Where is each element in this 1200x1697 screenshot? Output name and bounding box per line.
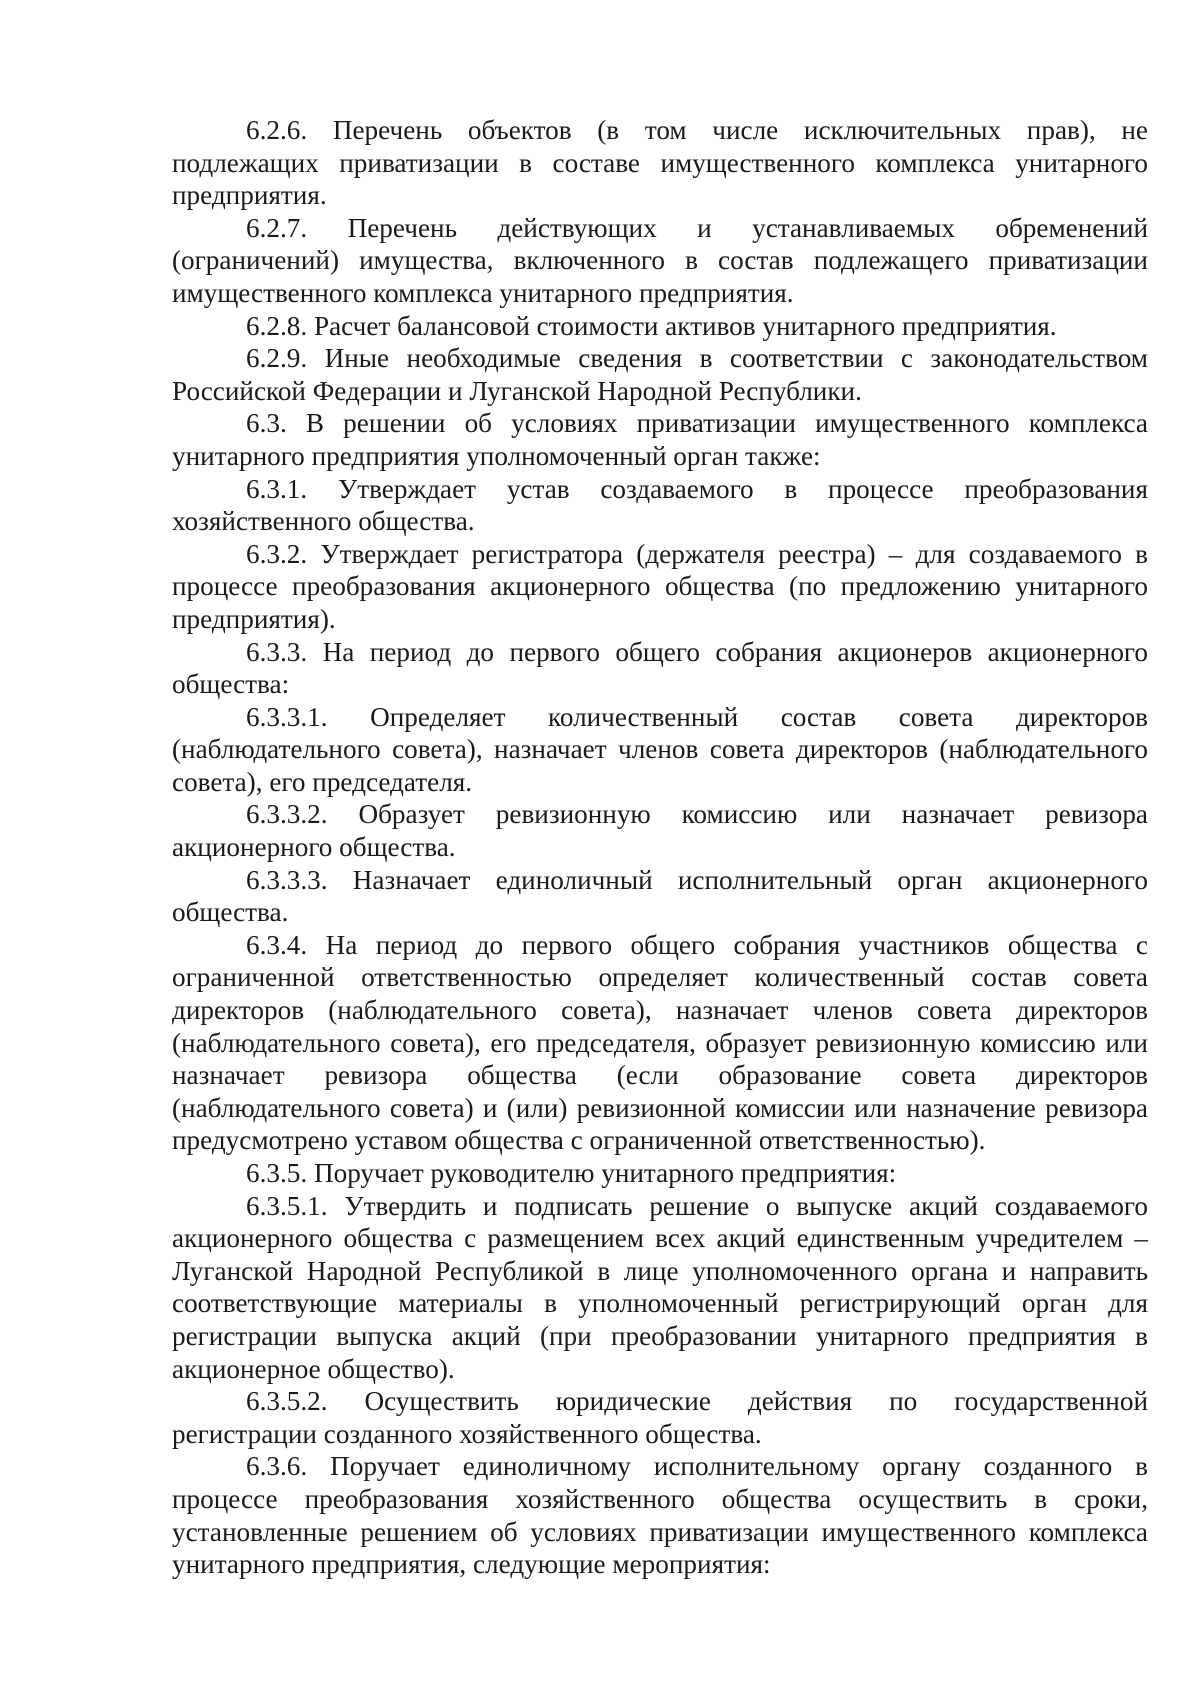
- paragraph-6-3-3-3: 6.3.3.3. Назначает единоличный исполнительный орган акционерного общества.: [172, 864, 1148, 928]
- paragraph-6-3-3-1: 6.3.3.1. Определяет количественный состав совета директоров (наблюдательного совета), назначает членов совета директоров (наблюдательного совета), его председателя.: [172, 701, 1148, 797]
- paragraph-6-3-3: 6.3.3. На период до первого общего собрания акционеров акционерного общества:: [172, 636, 1148, 700]
- paragraph-6-3-6: 6.3.6. Поручает единоличному исполнительному органу созданного в процессе преобразования хозяйственного общества осуществить в сроки, установленные решением об условиях приватизации имущественного комплекса унитарного предприятия, следующие мероприятия:: [172, 1451, 1148, 1580]
- document-page: [172, 114, 1148, 1581]
- paragraph-6-3-5: 6.3.5. Поручает руководителю унитарного предприятия:: [246, 1158, 897, 1188]
- paragraph-6-2-9: 6.2.9. Иные необходимые сведения в соответствии с законодательством Российской Федерации и Луганской Народной Республики.: [172, 343, 1148, 406]
- paragraph-6-3-2: 6.3.2. Утверждает регистратора (держателя реестра) – для создаваемого в процессе преобразования акционерного общества (по предложению унитарного предприятия).: [172, 538, 1148, 634]
- paragraph-6-2-8: 6.2.8. Расчет балансовой стоимости активов унитарного предприятия.: [246, 310, 1057, 341]
- paragraph-6-3: 6.3. В решении об условиях приватизации имущественного комплекса унитарного предприятия уполномоченный орган также:: [172, 408, 1148, 471]
- paragraph-6-3-5-1: 6.3.5.1. Утвердить и подписать решение о выпуске акций создаваемого акционерного общества с размещением всех акций единственным учредителем – Луганской Народной Республикой в лице уполномоченного органа и направить соответствующие материалы в уполномоченный регистрирующий орган для регистрации выпуска акций (при преобразовании унитарного предприятия в акционерное общество).: [172, 1190, 1148, 1384]
- paragraph-6-2-6: 6.2.6. Перечень объектов (в том числе исключительных прав), не подлежащих приватизации в составе имущественного комплекса унитарного предприятия.: [172, 115, 1148, 211]
- paragraph-6-3-1: 6.3.1. Утверждает устав создаваемого в процессе преобразования хозяйственного общества.: [172, 473, 1148, 537]
- paragraph-6-2-7: 6.2.7. Перечень действующих и устанавливаемых обременений (ограничений) имущества, включенного в состав подлежащего приватизации имущественного комплекса унитарного предприятия.: [172, 212, 1148, 308]
- paragraph-6-3-4: 6.3.4. На период до первого общего собрания участников общества с ограниченной ответственностью определяет количественный состав совета директоров (наблюдательного совета), назначает членов совета директоров (наблюдательного совета), его председателя, образует ревизионную комиссию или назначает ревизора общества (если образование совета директоров (наблюдательного совета) и (или) ревизионной комиссии или назначение ревизора предусмотрено уставом общества с ограниченной ответственностью).: [172, 929, 1148, 1156]
- paragraph-6-3-3-2: 6.3.3.2. Образует ревизионную комиссию или назначает ревизора акционерного общества.: [172, 799, 1148, 863]
- paragraph-6-3-5-2: 6.3.5.2. Осуществить юридические действия по государственной регистрации созданного хозяйственного общества.: [172, 1386, 1148, 1449]
